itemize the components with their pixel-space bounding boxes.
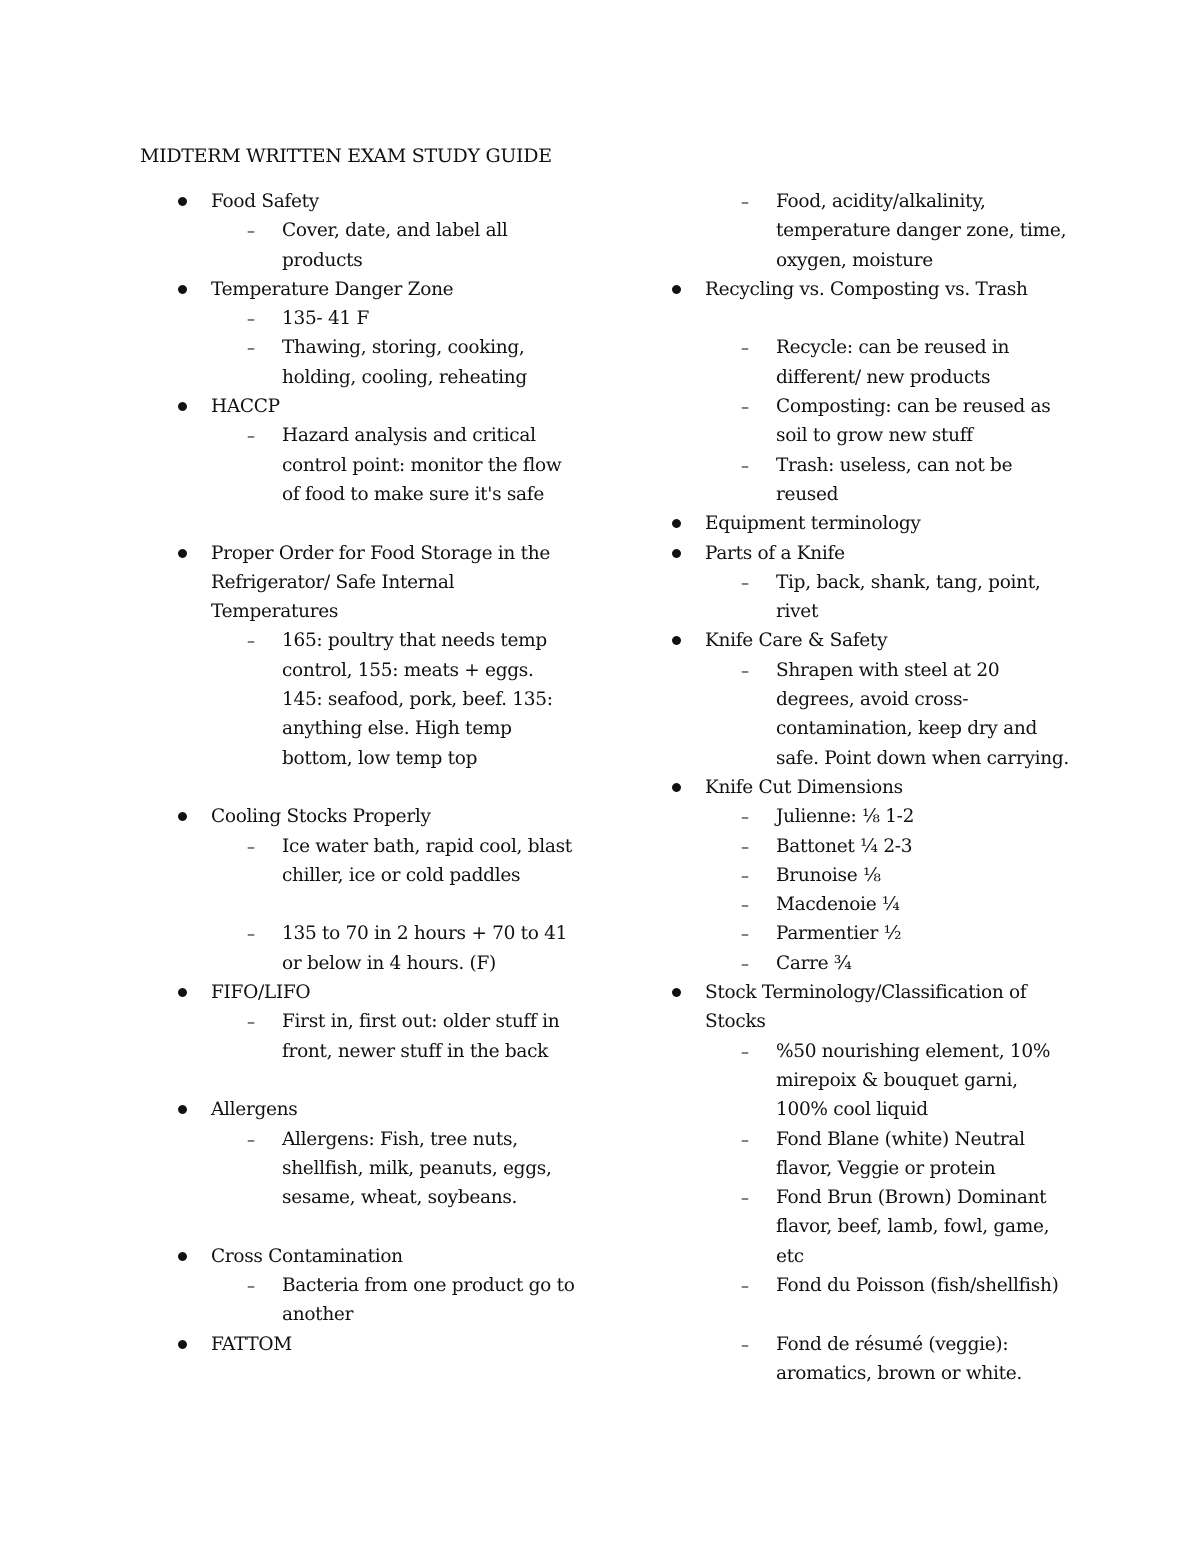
list-item: – %50 nourishing element, 10% mirepoix & bouquet garni, 100% cool liquid	[0, 1037, 1200, 1125]
section-heading: Allergens	[211, 1099, 298, 1121]
list-item: – 135- 41 F	[0, 304, 600, 333]
list-item: – Carre ¾	[0, 949, 1200, 978]
list-item: – Brunoise ⅛	[0, 861, 1200, 890]
dash-icon: –	[247, 836, 255, 856]
section-heading: Food Safety	[211, 191, 319, 212]
list-item: – Battonet ¼ 2-3	[0, 832, 1200, 861]
dash-icon: –	[247, 1129, 255, 1149]
section-heading: Temperature Danger Zone	[211, 278, 454, 300]
list-item: – 165: poultry that needs temp control, 155: meats + eggs. 145: seafood, pork, beef. 135: anything else. High temp bottom, low temp top	[0, 626, 600, 802]
dash-icon: –	[741, 660, 749, 680]
dash-icon: –	[741, 1275, 749, 1295]
list-item: – Parmentier ½	[0, 919, 1200, 948]
list-item: – Hazard analysis and critical control point: monitor the flow of food to make sure it's safe	[0, 421, 600, 538]
list-item: – Fond Brun (Brown) Dominant flavor, beef, lamb, fowl, game, etc	[0, 1183, 1200, 1271]
dash-icon: –	[741, 1334, 749, 1354]
list-item: – Fond du Poisson (fish/shellfish)	[0, 1271, 1200, 1330]
section-knife-cut-dimensions	[0, 773, 1200, 978]
dash-icon: –	[741, 865, 749, 885]
list-item: – Allergens: Fish, tree nuts, shellfish, milk, peanuts, eggs, sesame, wheat, soybeans.	[0, 1125, 600, 1242]
dash-icon: –	[247, 631, 255, 651]
list-item: – Shrapen with steel at 20 degrees, avoid cross-contamination, keep dry and safe. Point down when carrying.	[0, 656, 1200, 773]
document-title: MIDTERM WRITTEN EXAM STUDY GUIDE	[140, 145, 552, 167]
dash-icon: –	[247, 338, 255, 358]
list-item: – Bacteria from one product go to another	[0, 1271, 600, 1330]
list-item: – Recycle: can be reused in different/ new products	[0, 333, 1200, 392]
list-item: – Thawing, storing, cooking, holding, cooling, reheating	[0, 333, 600, 392]
dash-icon: –	[741, 1188, 749, 1208]
list-item: – Food, acidity/alkalinity, temperature danger zone, time, oxygen, moisture	[0, 187, 1200, 275]
section-heading: Parts of a Knife	[705, 542, 845, 564]
section-heading: Cooling Stocks Properly	[211, 806, 431, 828]
right-column	[0, 187, 1200, 1388]
dash-icon: –	[741, 1129, 749, 1149]
list-item: – Cover, date, and label all products	[0, 216, 600, 275]
dash-icon: –	[741, 572, 749, 592]
list-item: – Fond Blane (white) Neutral flavor, Veggie or protein	[0, 1125, 1200, 1184]
section-heading: FIFO/LIFO	[211, 982, 311, 1004]
dash-icon: –	[247, 1276, 255, 1295]
section-stock-terminology	[0, 978, 1200, 1388]
list-item: – Macdenoie ¼	[0, 890, 1200, 919]
section-heading: Knife Care & Safety	[705, 630, 888, 652]
list-item: – Composting: can be reused as soil to grow new stuff	[0, 392, 1200, 451]
dash-icon: –	[741, 953, 749, 973]
dash-icon: –	[247, 426, 255, 446]
dash-icon: –	[741, 807, 749, 827]
dash-icon: –	[741, 895, 749, 915]
dash-icon: –	[741, 836, 749, 856]
list-item: – Fond de résumé (veggie): aromatics, brown or white.	[0, 1330, 1200, 1389]
dash-icon: –	[741, 924, 749, 944]
dash-icon: –	[247, 924, 255, 944]
bullet-icon	[672, 783, 681, 792]
section-heading: Proper Order for Food Storage in the Refrigerator/ Safe Internal Temperatures	[211, 542, 551, 623]
list-item: – Tip, back, shank, tang, point, rivet	[0, 568, 1200, 627]
bullet-icon	[672, 988, 681, 997]
section-heading: Knife Cut Dimensions	[705, 776, 903, 798]
section-heading: Equipment terminology	[705, 513, 921, 535]
list-item: – Julienne: ⅛ 1-2	[0, 802, 1200, 831]
section-fattom-continued	[0, 187, 1200, 275]
list-item: – First in, first out: older stuff in front, newer stuff in the back	[0, 1007, 600, 1095]
dash-icon: –	[247, 221, 255, 241]
dash-icon: –	[741, 1041, 749, 1061]
bullet-icon	[672, 285, 681, 294]
list-item: – Ice water bath, rapid cool, blast chiller, ice or cold paddles	[0, 832, 600, 920]
section-heading: Stock Terminology/Classification of Stocks	[705, 982, 1027, 1033]
section-heading: FATTOM	[211, 1333, 292, 1355]
dash-icon: –	[247, 1012, 255, 1032]
bullet-icon	[672, 636, 681, 645]
section-knife-care	[0, 626, 1200, 772]
dash-icon: –	[247, 309, 255, 329]
section-heading: Cross Contamination	[211, 1245, 403, 1267]
section-equipment-terminology	[0, 509, 1200, 538]
list-item: – Trash: useless, can not be reused	[0, 451, 1200, 510]
list-item: – 135 to 70 in 2 hours + 70 to 41 or below in 4 hours. (F)	[0, 919, 600, 978]
section-parts-of-knife	[0, 539, 1200, 627]
section-heading: HACCP	[211, 396, 280, 418]
section-recycling	[0, 275, 1200, 509]
dash-icon: –	[741, 192, 749, 211]
section-heading: Recycling vs. Composting vs. Trash	[705, 278, 1028, 300]
dash-icon: –	[741, 455, 749, 475]
bullet-icon	[672, 549, 681, 558]
dash-icon: –	[741, 338, 749, 358]
bullet-icon	[672, 519, 681, 528]
dash-icon: –	[741, 397, 749, 417]
